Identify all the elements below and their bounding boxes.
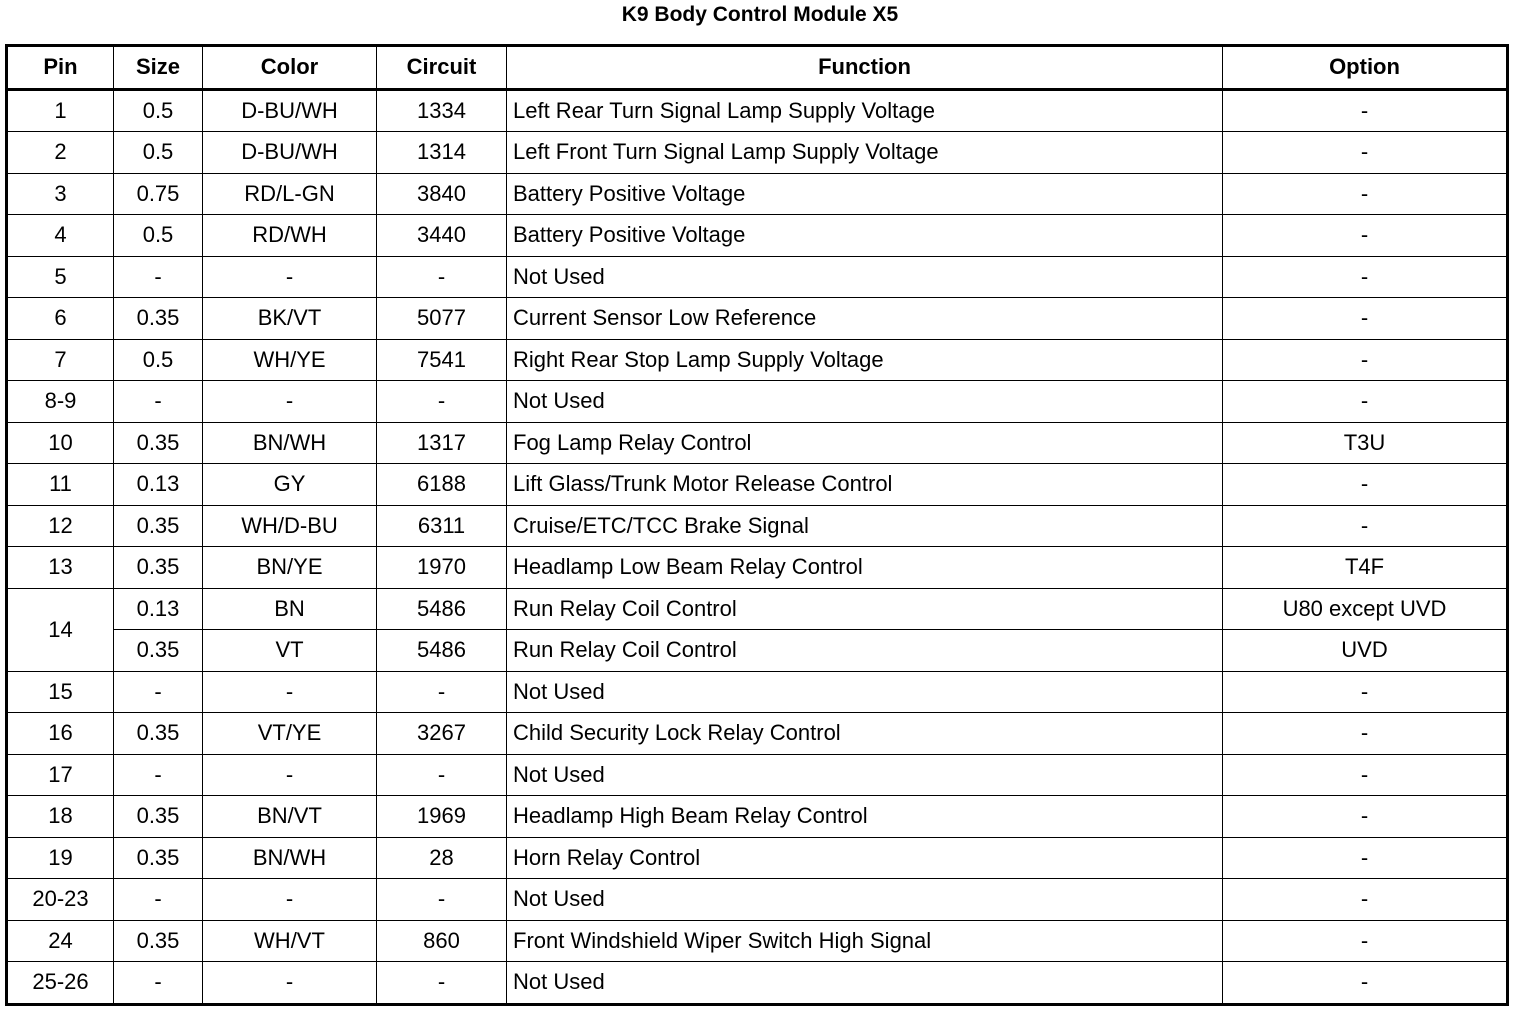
table-row	[7, 796, 1508, 838]
color-cell: BN/YE	[203, 547, 377, 589]
color-cell: D-BU/WH	[203, 89, 377, 132]
pin-cell: 25-26	[7, 962, 114, 1005]
option-cell: -	[1223, 962, 1508, 1005]
pin-cell: 10	[7, 422, 114, 464]
size-cell: 0.5	[114, 89, 203, 132]
circuit-cell: 1970	[377, 547, 507, 589]
circuit-cell: 7541	[377, 339, 507, 381]
circuit-cell: 3267	[377, 713, 507, 755]
table-header-row	[7, 46, 1508, 90]
circuit-cell: 1317	[377, 422, 507, 464]
function-cell: Not Used	[507, 381, 1223, 423]
header-function: Function	[507, 46, 1223, 90]
color-cell: D-BU/WH	[203, 132, 377, 174]
size-cell: 0.35	[114, 796, 203, 838]
header-color: Color	[203, 46, 377, 90]
pin-cell: 17	[7, 754, 114, 796]
size-cell: 0.35	[114, 547, 203, 589]
circuit-cell: -	[377, 381, 507, 423]
pin-cell: 5	[7, 256, 114, 298]
header-size: Size	[114, 46, 203, 90]
size-cell: 0.5	[114, 215, 203, 257]
option-cell: U80 except UVD	[1223, 588, 1508, 630]
table-row	[7, 671, 1508, 713]
pin-cell: 15	[7, 671, 114, 713]
size-cell: 0.35	[114, 630, 203, 672]
circuit-cell: 5077	[377, 298, 507, 340]
table-row	[7, 298, 1508, 340]
table-row	[7, 89, 1508, 132]
function-cell: Not Used	[507, 754, 1223, 796]
option-cell: T3U	[1223, 422, 1508, 464]
pin-cell: 14	[7, 588, 114, 671]
color-cell: VT/YE	[203, 713, 377, 755]
circuit-cell: 3840	[377, 173, 507, 215]
function-cell: Run Relay Coil Control	[507, 588, 1223, 630]
size-cell: 0.35	[114, 422, 203, 464]
circuit-cell: -	[377, 256, 507, 298]
color-cell: BK/VT	[203, 298, 377, 340]
color-cell: -	[203, 256, 377, 298]
size-cell: 0.35	[114, 298, 203, 340]
color-cell: BN/WH	[203, 422, 377, 464]
function-cell: Left Front Turn Signal Lamp Supply Voltage	[507, 132, 1223, 174]
circuit-cell: 28	[377, 837, 507, 879]
table-row	[7, 713, 1508, 755]
function-cell: Run Relay Coil Control	[507, 630, 1223, 672]
table-row	[7, 754, 1508, 796]
color-cell: -	[203, 671, 377, 713]
circuit-cell: 6311	[377, 505, 507, 547]
header-option: Option	[1223, 46, 1508, 90]
pin-cell: 3	[7, 173, 114, 215]
color-cell: BN/VT	[203, 796, 377, 838]
circuit-cell: -	[377, 671, 507, 713]
color-cell: BN/WH	[203, 837, 377, 879]
page-title: K9 Body Control Module X5	[621, 3, 899, 26]
connector-pin-table	[5, 44, 1509, 1006]
option-cell: -	[1223, 256, 1508, 298]
circuit-cell: 1314	[377, 132, 507, 174]
pin-cell: 18	[7, 796, 114, 838]
color-cell: VT	[203, 630, 377, 672]
table-row	[7, 962, 1508, 1005]
pin-cell: 8-9	[7, 381, 114, 423]
function-cell: Not Used	[507, 671, 1223, 713]
color-cell: BN	[203, 588, 377, 630]
size-cell: 0.13	[114, 464, 203, 506]
function-cell: Battery Positive Voltage	[507, 215, 1223, 257]
size-cell: 0.75	[114, 173, 203, 215]
size-cell: -	[114, 879, 203, 921]
option-cell: -	[1223, 339, 1508, 381]
function-cell: Battery Positive Voltage	[507, 173, 1223, 215]
pin-cell: 24	[7, 920, 114, 962]
table-row	[7, 132, 1508, 174]
color-cell: RD/WH	[203, 215, 377, 257]
option-cell: -	[1223, 298, 1508, 340]
size-cell: -	[114, 754, 203, 796]
size-cell: 0.35	[114, 920, 203, 962]
header-circuit: Circuit	[377, 46, 507, 90]
color-cell: -	[203, 381, 377, 423]
circuit-cell: 1969	[377, 796, 507, 838]
header-pin: Pin	[7, 46, 114, 90]
table-row	[7, 630, 1508, 672]
option-cell: -	[1223, 505, 1508, 547]
table-row	[7, 920, 1508, 962]
option-cell: -	[1223, 132, 1508, 174]
circuit-cell: -	[377, 962, 507, 1005]
option-cell: UVD	[1223, 630, 1508, 672]
pin-cell: 4	[7, 215, 114, 257]
function-cell: Lift Glass/Trunk Motor Release Control	[507, 464, 1223, 506]
table-row	[7, 588, 1508, 630]
option-cell: -	[1223, 837, 1508, 879]
option-cell: -	[1223, 671, 1508, 713]
color-cell: -	[203, 754, 377, 796]
table-row	[7, 505, 1508, 547]
function-cell: Headlamp High Beam Relay Control	[507, 796, 1223, 838]
function-cell: Not Used	[507, 962, 1223, 1005]
option-cell: -	[1223, 464, 1508, 506]
pin-cell: 16	[7, 713, 114, 755]
color-cell: -	[203, 962, 377, 1005]
option-cell: T4F	[1223, 547, 1508, 589]
table-row	[7, 464, 1508, 506]
size-cell: 0.5	[114, 339, 203, 381]
function-cell: Left Rear Turn Signal Lamp Supply Voltage	[507, 89, 1223, 132]
function-cell: Not Used	[507, 256, 1223, 298]
pin-cell: 12	[7, 505, 114, 547]
function-cell: Right Rear Stop Lamp Supply Voltage	[507, 339, 1223, 381]
table-row	[7, 879, 1508, 921]
color-cell: WH/D-BU	[203, 505, 377, 547]
pin-cell: 6	[7, 298, 114, 340]
pin-cell: 2	[7, 132, 114, 174]
function-cell: Current Sensor Low Reference	[507, 298, 1223, 340]
size-cell: 0.35	[114, 713, 203, 755]
size-cell: -	[114, 381, 203, 423]
color-cell: RD/L-GN	[203, 173, 377, 215]
size-cell: 0.5	[114, 132, 203, 174]
circuit-cell: 6188	[377, 464, 507, 506]
function-cell: Child Security Lock Relay Control	[507, 713, 1223, 755]
pin-cell: 1	[7, 89, 114, 132]
circuit-cell: 3440	[377, 215, 507, 257]
pin-cell: 11	[7, 464, 114, 506]
color-cell: -	[203, 879, 377, 921]
option-cell: -	[1223, 215, 1508, 257]
table-row	[7, 339, 1508, 381]
table-row	[7, 422, 1508, 464]
table-row	[7, 256, 1508, 298]
pin-cell: 20-23	[7, 879, 114, 921]
table-row	[7, 173, 1508, 215]
table-row	[7, 215, 1508, 257]
size-cell: -	[114, 256, 203, 298]
size-cell: -	[114, 671, 203, 713]
option-cell: -	[1223, 381, 1508, 423]
size-cell: 0.13	[114, 588, 203, 630]
pin-cell: 19	[7, 837, 114, 879]
option-cell: -	[1223, 920, 1508, 962]
option-cell: -	[1223, 89, 1508, 132]
table-row	[7, 547, 1508, 589]
circuit-cell: -	[377, 879, 507, 921]
circuit-cell: 1334	[377, 89, 507, 132]
color-cell: GY	[203, 464, 377, 506]
option-cell: -	[1223, 713, 1508, 755]
option-cell: -	[1223, 796, 1508, 838]
option-cell: -	[1223, 173, 1508, 215]
size-cell: -	[114, 962, 203, 1005]
function-cell: Horn Relay Control	[507, 837, 1223, 879]
function-cell: Front Windshield Wiper Switch High Signal	[507, 920, 1223, 962]
color-cell: WH/VT	[203, 920, 377, 962]
pin-cell: 7	[7, 339, 114, 381]
size-cell: 0.35	[114, 505, 203, 547]
function-cell: Not Used	[507, 879, 1223, 921]
function-cell: Fog Lamp Relay Control	[507, 422, 1223, 464]
pin-cell: 13	[7, 547, 114, 589]
function-cell: Cruise/ETC/TCC Brake Signal	[507, 505, 1223, 547]
color-cell: WH/YE	[203, 339, 377, 381]
option-cell: -	[1223, 754, 1508, 796]
option-cell: -	[1223, 879, 1508, 921]
table-row	[7, 837, 1508, 879]
circuit-cell: 5486	[377, 630, 507, 672]
circuit-cell: -	[377, 754, 507, 796]
circuit-cell: 860	[377, 920, 507, 962]
table-row	[7, 381, 1508, 423]
function-cell: Headlamp Low Beam Relay Control	[507, 547, 1223, 589]
circuit-cell: 5486	[377, 588, 507, 630]
size-cell: 0.35	[114, 837, 203, 879]
